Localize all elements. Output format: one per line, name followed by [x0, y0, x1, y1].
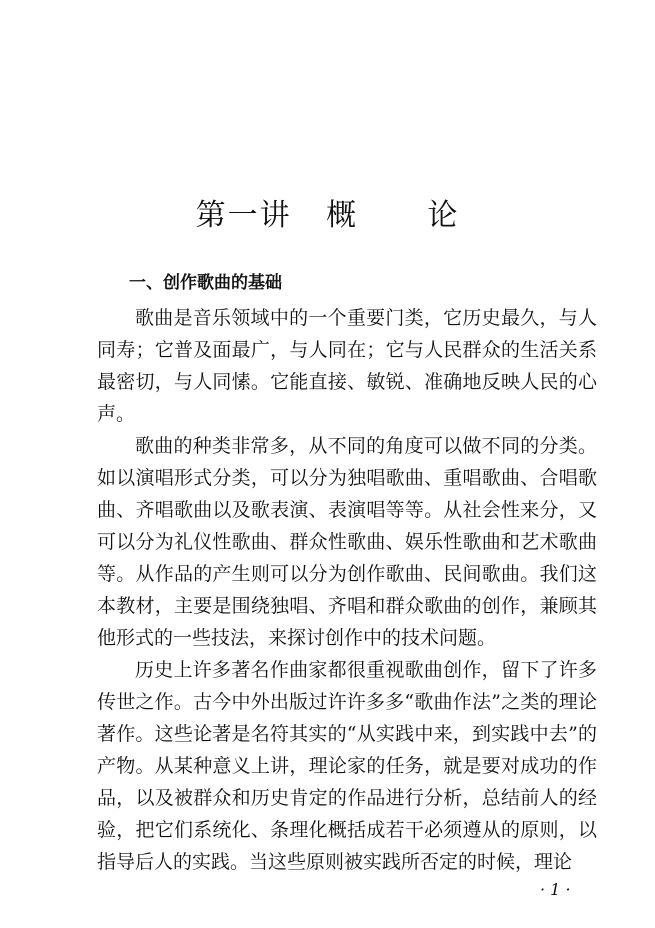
paragraph-3: 历史上许多著名作曲家都很重视歌曲创作，留下了许多传世之作。古今中外出版过许许多多“歌曲作法”之类的理论著作。这些论著是名符其实的“从实践中来，到实践中去”的产物。从某种意义上讲，理论家的任务，就是要对成功的作品，以及被群众和历史肯定的作品进行分析，总结前人的经验，把它们系统化、条理化概括成若干必须遵从的原则，以指导后人的实践。当这些原则被实践所否定的时候，理论	[97, 659, 597, 873]
paragraph-2: 歌曲的种类非常多，从不同的角度可以做不同的分类。如以演唱形式分类，可以分为独唱歌曲、重唱歌曲、合唱歌曲、齐唱歌曲以及歌表演、表演唱等等。从社会性来分，又可以分为礼仪性歌曲、群众性歌曲、娱乐性歌曲和艺术歌曲等。从作品的产生则可以分为创作歌曲、民间歌曲。我们这本教材，主要是围绕独唱、齐唱和群众歌曲的创作，兼顾其他形式的一些技法，来探讨创作中的技术问题。	[97, 435, 597, 649]
page-number: · 1 ·	[540, 880, 571, 899]
section-heading: 一、创作歌曲的基础	[129, 273, 282, 293]
paragraph-1: 歌曲是音乐领域中的一个重要门类，它历史最久，与人同寿；它普及面最广，与人同在；它与人民群众的生活关系最密切，与人同愫。它能直接、敏锐、准确地反映人民的心声。	[97, 307, 597, 425]
chapter-title: 第一讲 概 论	[195, 198, 460, 233]
